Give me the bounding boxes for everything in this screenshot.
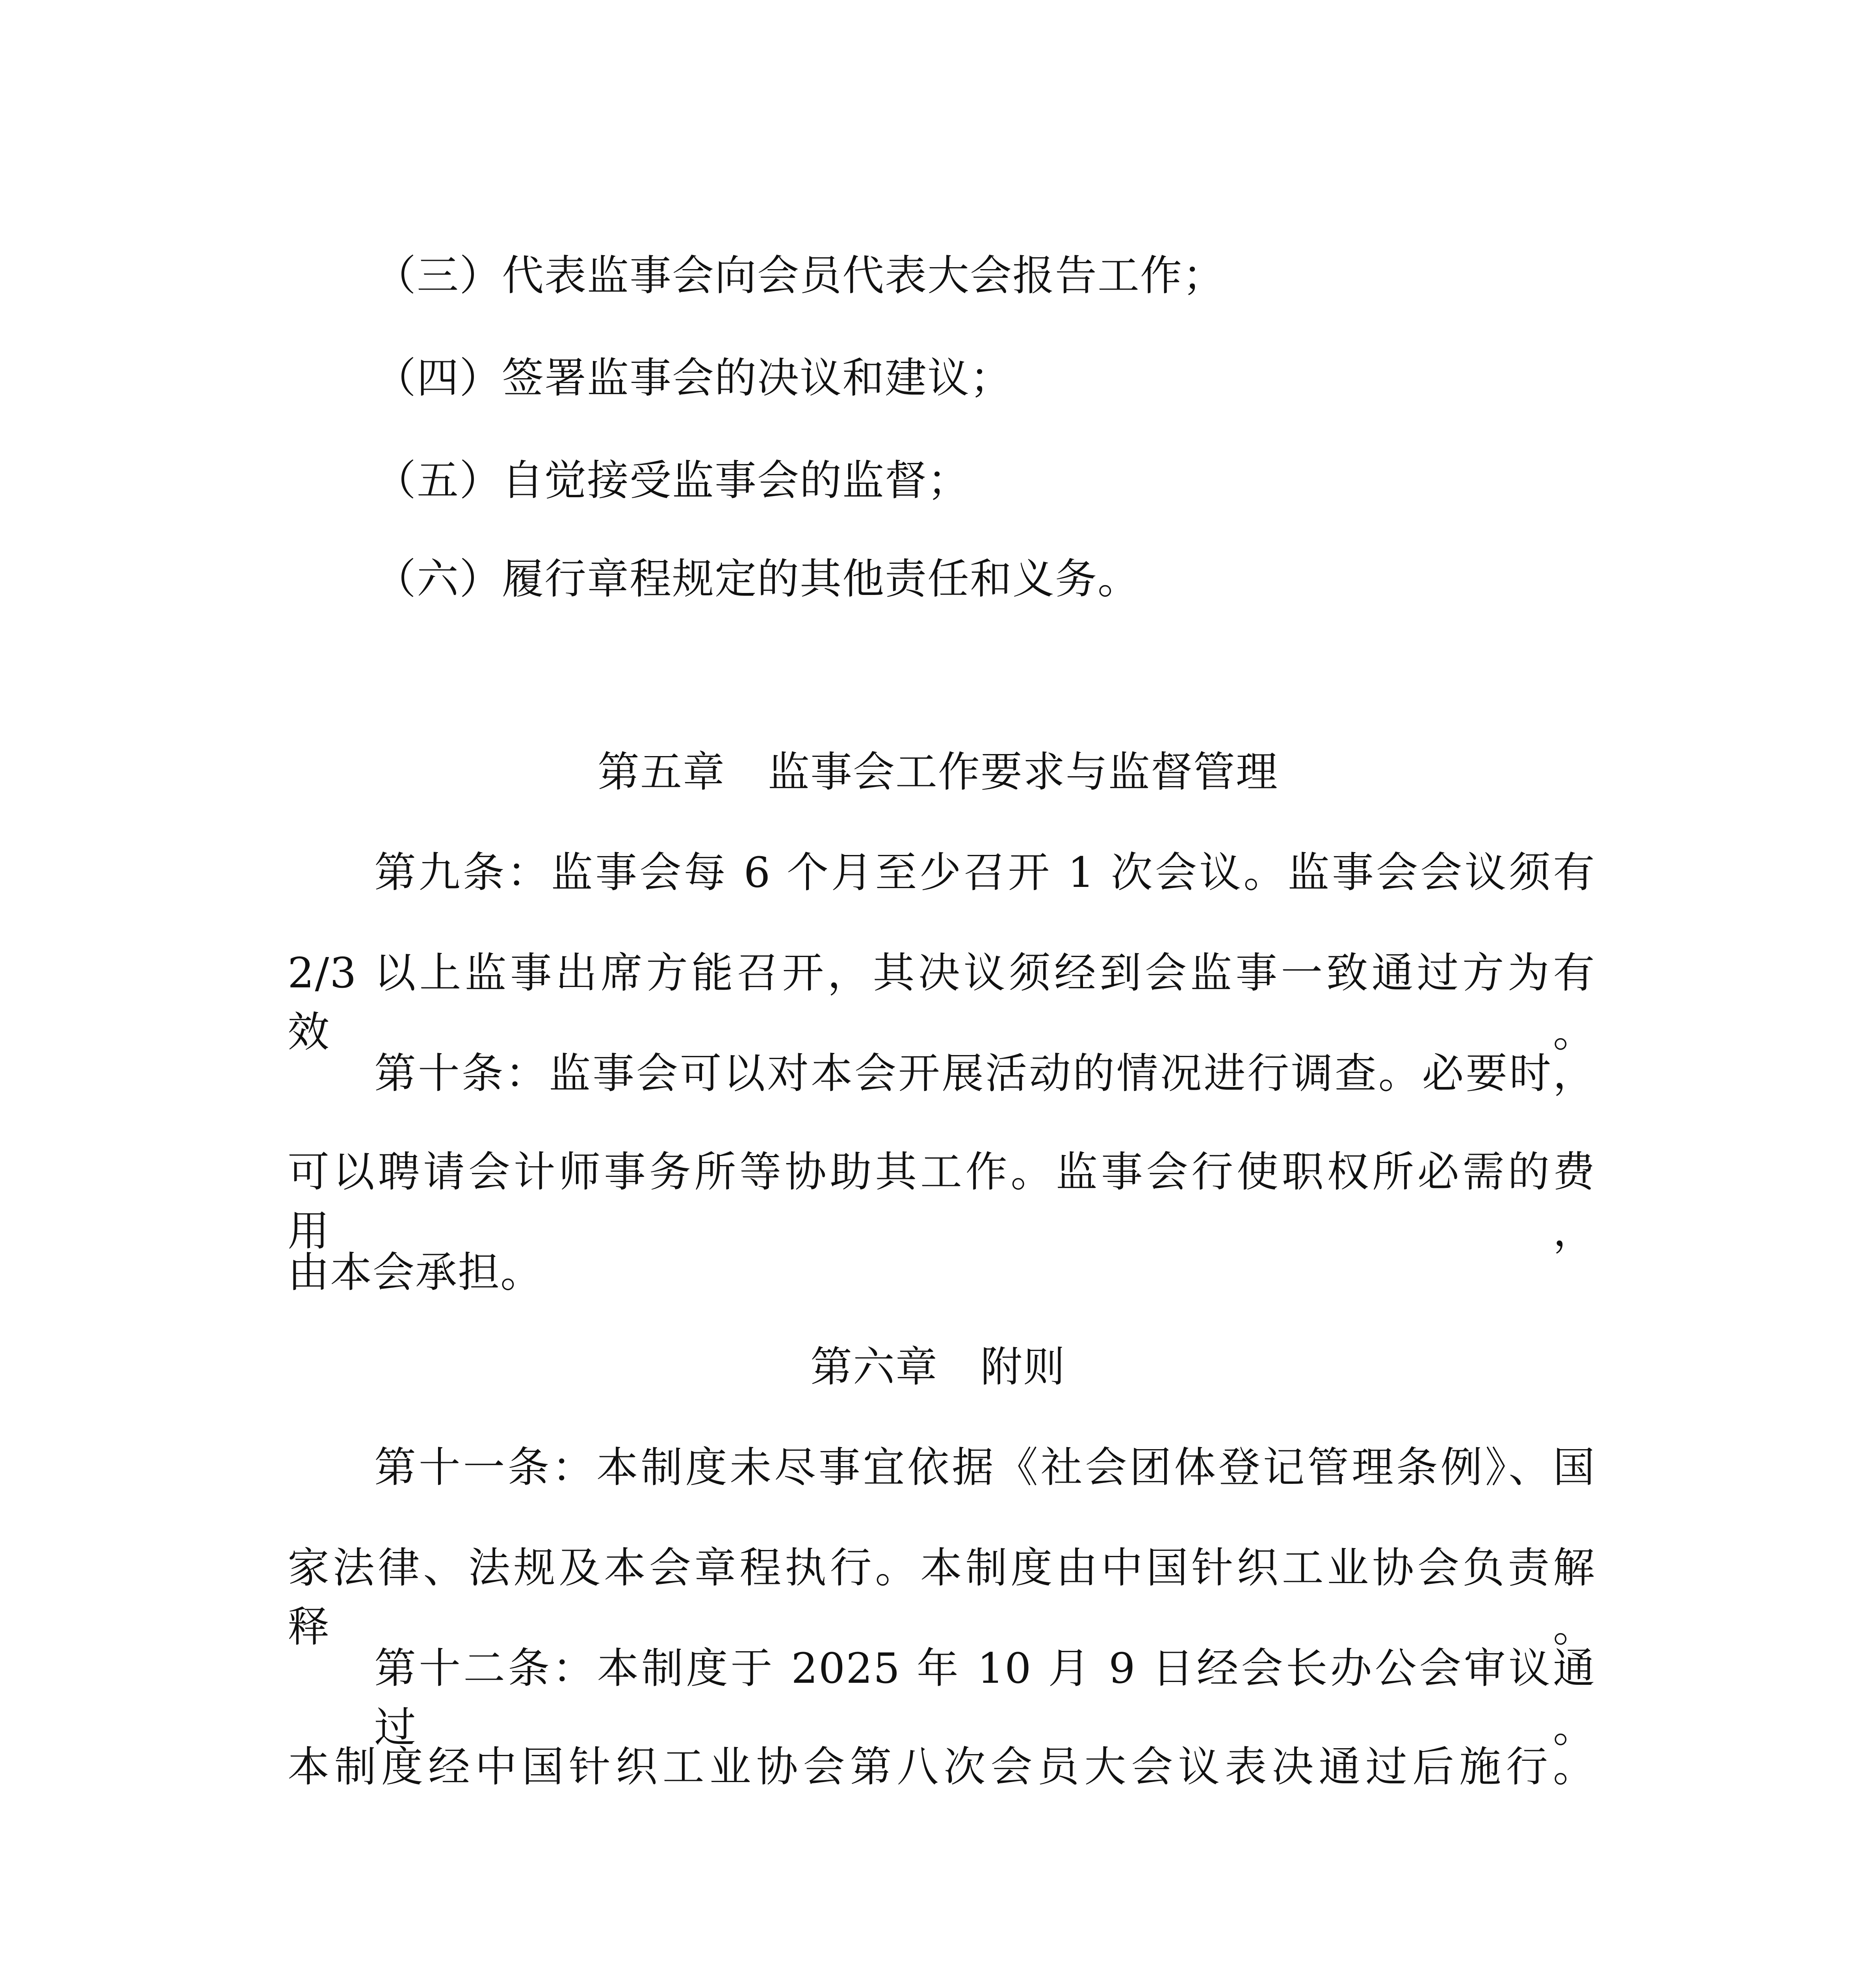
list-item: （四）签署监事会的决议和建议； (374, 354, 1012, 402)
list-item: （五）自觉接受监事会的监督； (374, 456, 970, 505)
list-item: （六）履行章程规定的其他责任和义务。 (374, 555, 1140, 603)
article-9-line-1: 第九条：监事会每 6 个月至少召开 1 次会议。监事会会议须有 (374, 848, 1596, 897)
list-item: （三）代表监事会向会员代表大会报告工作； (374, 251, 1225, 300)
article-10-line-2: 可以聘请会计师事务所等协助其工作。监事会行使职权所必需的费用， (288, 1148, 1596, 1255)
article-10-line-1: 第十条：监事会可以对本会开展活动的情况进行调查。必要时， (374, 1049, 1596, 1098)
article-12-line-1: 第十二条：本制度于 2025 年 10 月 9 日经会长办公会审议通过。 (374, 1644, 1596, 1752)
chapter-6-heading: 第六章 附则 (810, 1343, 1066, 1391)
article-9-line-2: 2/3 以上监事出席方能召开，其决议须经到会监事一致通过方为有效。 (288, 949, 1596, 1056)
article-12-line-2: 本制度经中国针织工业协会第八次会员大会议表决通过后施行。 (288, 1743, 1596, 1791)
article-11-line-1: 第十一条：本制度未尽事宜依据《社会团体登记管理条例》、国 (374, 1443, 1596, 1492)
article-11-line-2: 家法律、法规及本会章程执行。本制度由中国针织工业协会负责解释。 (288, 1544, 1596, 1651)
article-10-line-3: 由本会承担。 (288, 1248, 543, 1297)
chapter-5-heading: 第五章 监事会工作要求与监督管理 (598, 748, 1278, 796)
